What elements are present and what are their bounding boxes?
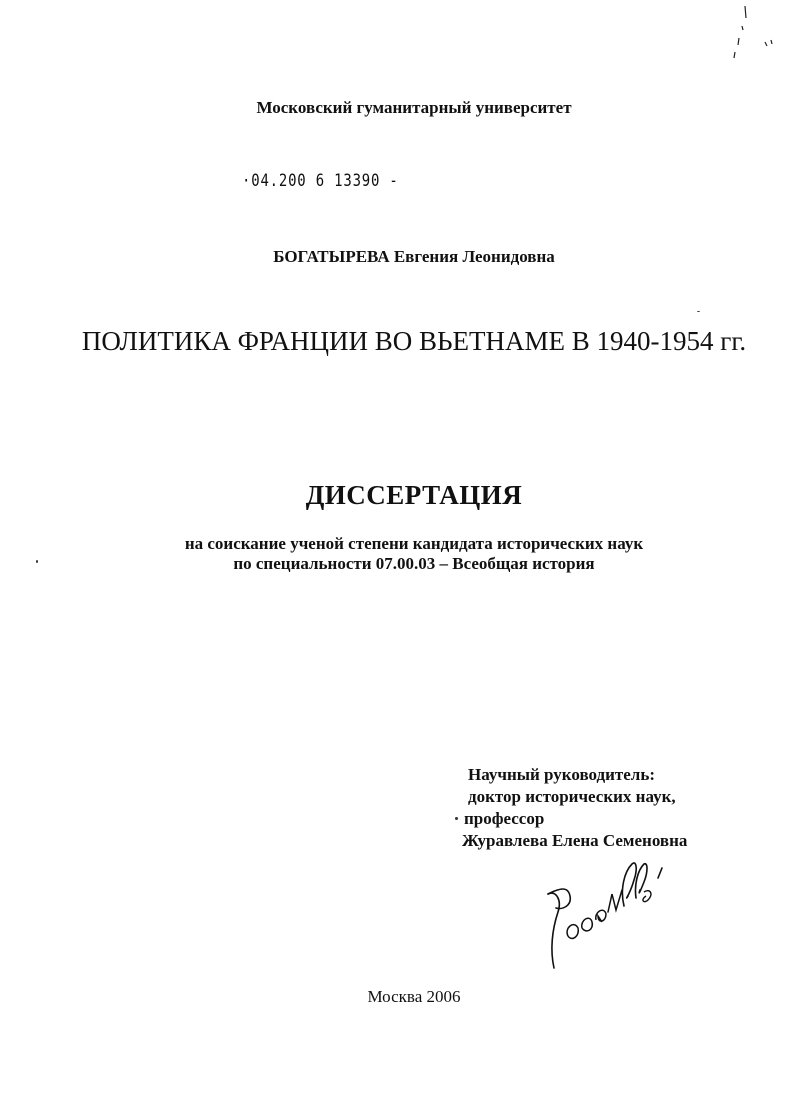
- supervisor-block: [462, 764, 688, 852]
- supervisor-heading: Научный руководитель:: [468, 765, 655, 784]
- catalog-number-value: 04.200 6 13390: [251, 171, 381, 191]
- university-name: Московский гуманитарный университет: [256, 98, 572, 117]
- supervisor-name: Журавлева Елена Семеновна: [462, 831, 688, 850]
- supervisor-rank: профессор: [464, 809, 545, 828]
- supervisor-degree: доктор исторических наук,: [468, 787, 676, 806]
- scan-marks: [725, 0, 780, 75]
- thesis-title: ПОЛИТИКА ФРАНЦИИ ВО ВЬЕТНАМЕ В 1940-1954 гг.: [81, 326, 747, 356]
- author-name: БОГАТЫРЕВА Евгения Леонидовна: [273, 247, 555, 266]
- degree-line-2: по специальности 07.00.03 – Всеобщая история: [233, 554, 595, 573]
- scan-speck: [697, 311, 700, 312]
- scan-speck: [36, 560, 38, 563]
- scan-speck: [455, 817, 458, 820]
- document-type: ДИССЕРТАЦИЯ: [305, 480, 523, 510]
- city-year: Москва 2006: [367, 987, 461, 1006]
- degree-line-1: на соискание ученой степени кандидата исторических наук: [184, 534, 644, 553]
- catalog-number: ·04.200 6 13390 -: [242, 171, 399, 191]
- handwritten-signature: [540, 850, 670, 980]
